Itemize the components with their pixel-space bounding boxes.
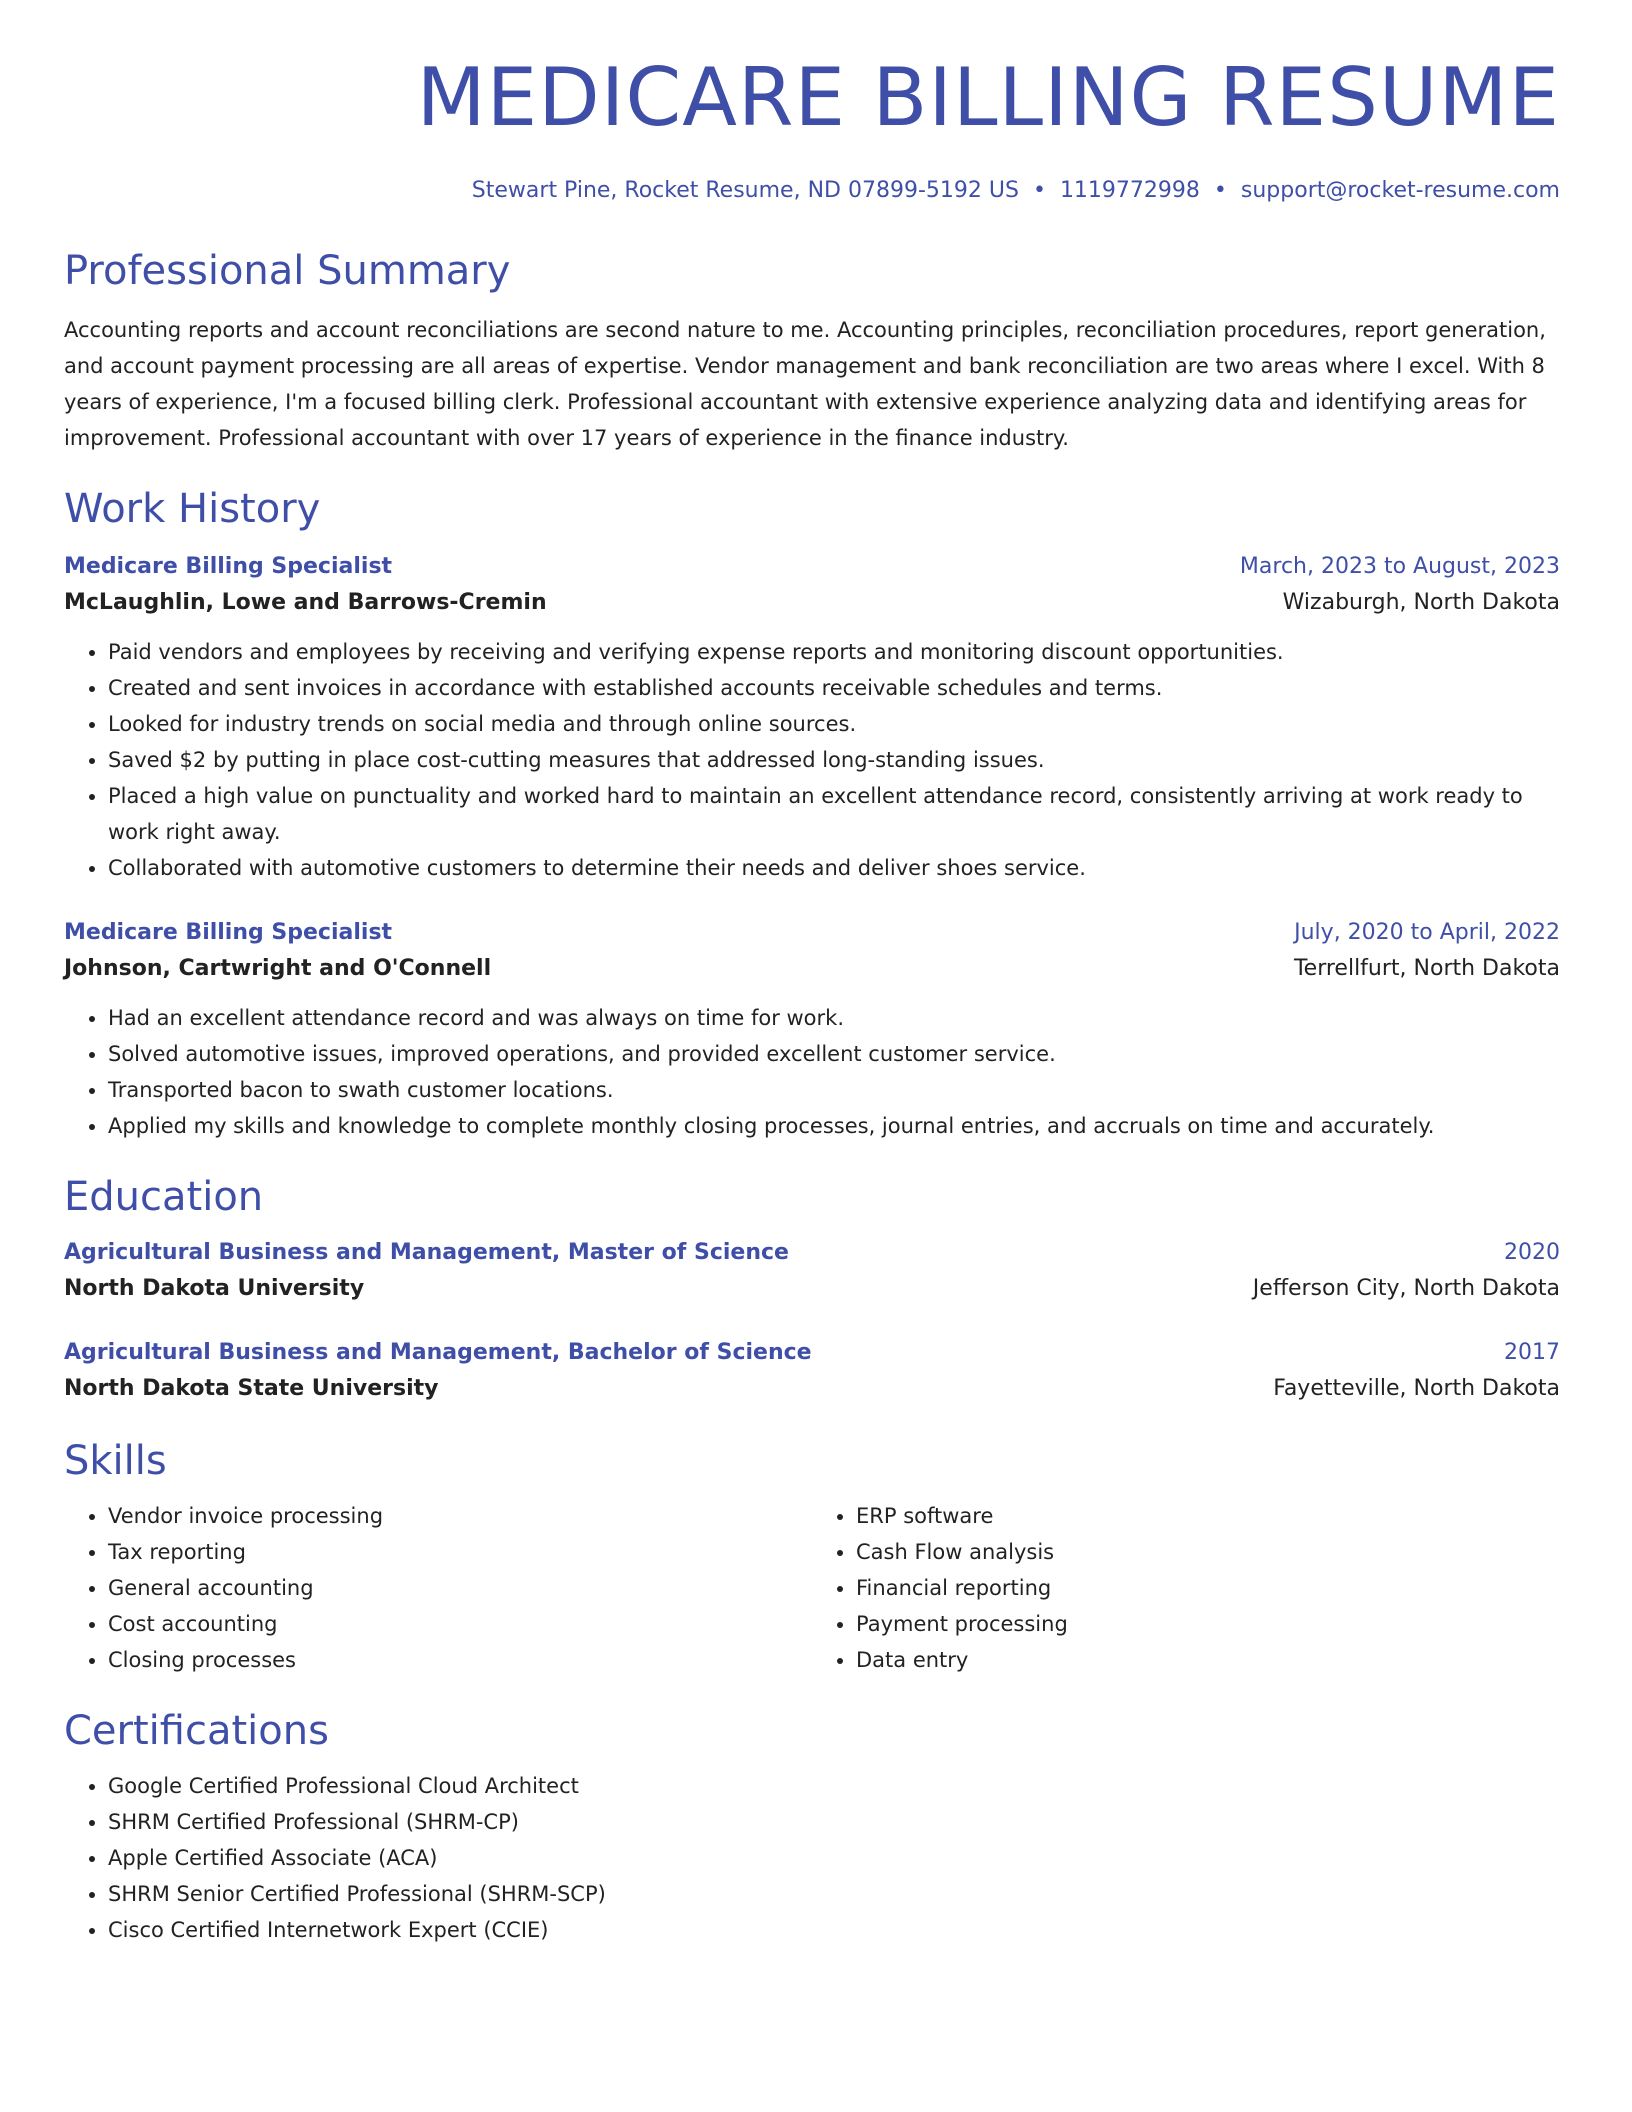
education-entry [64,1336,1560,1408]
certifications-heading: Certifications [64,1708,329,1754]
job-location: Wizaburgh, North Dakota [1282,590,1560,615]
education-degree: Agricultural Business and Management, Master of Science [64,1240,789,1265]
job-bullets [64,634,1560,886]
summary-heading: Professional Summary [64,248,511,294]
education-location: Jefferson City, North Dakota [1252,1276,1560,1301]
education-year: 2020 [1504,1240,1560,1265]
skills-list-right [812,1498,1560,1678]
resume-page [64,50,1560,1948]
contact-email: support@rocket-resume.com [1240,178,1560,203]
education-section [64,1172,1560,1408]
job-company: McLaughlin, Lowe and Barrows-Cremin [64,590,547,615]
work-history-section [64,484,1560,1144]
job-entry [64,550,1560,886]
list-item: • Data entry [856,1642,1560,1678]
contact-phone: 1119772998 [1059,178,1200,203]
list-item: • Looked for industry trends on social media and through online sources. [108,706,1560,742]
contact-separator: • [1032,178,1046,203]
list-item: • SHRM Certified Professional (SHRM-CP) [108,1804,1560,1840]
list-item: • Placed a high value on punctuality and worked hard to maintain an excellent attendance record, consistently arriving at work ready to work right away. [108,778,1560,850]
education-degree: Agricultural Business and Management, Bachelor of Science [64,1340,812,1365]
job-title: Medicare Billing Specialist [64,554,393,579]
contact-address: Stewart Pine, Rocket Resume, ND 07899-5192 US [471,178,1019,203]
list-item: • Applied my skills and knowledge to complete monthly closing processes, journal entries, and accruals on time and accurately. [108,1108,1560,1144]
list-item: • General accounting [108,1570,812,1606]
education-school: North Dakota University [64,1276,365,1301]
education-school: North Dakota State University [64,1376,439,1401]
job-location: Terrellfurt, North Dakota [1293,956,1560,981]
list-item: • Solved automotive issues, improved operations, and provided excellent customer service. [108,1036,1560,1072]
list-item: • Payment processing [856,1606,1560,1642]
list-item: • Google Certified Professional Cloud Architect [108,1768,1560,1804]
list-item: • Collaborated with automotive customers to determine their needs and deliver shoes service. [108,850,1560,886]
list-item: • Cost accounting [108,1606,812,1642]
list-item: • Had an excellent attendance record and was always on time for work. [108,1000,1560,1036]
list-item: • ERP software [856,1498,1560,1534]
education-year: 2017 [1504,1340,1560,1365]
job-bullets [64,1000,1560,1144]
skills-section [64,1436,1560,1678]
education-entry [64,1236,1560,1308]
summary-text: Accounting reports and account reconciliations are second nature to me. Accounting principles, reconciliation procedures, report generation, and account payment processing are all areas of expertise. Vendor management and bank reconciliation are two areas where I excel. With 8 years of experience, I'm a focused billing clerk. Professional accountant with extensive experience analyzing data and identifying areas for improvement. Professional accountant with over 17 years of experience in the finance industry. [64,318,1546,450]
work-history-heading: Work History [64,486,321,532]
list-item: • Tax reporting [108,1534,812,1570]
list-item: • Cisco Certified Internetwork Expert (CCIE) [108,1912,1560,1948]
contact-line [64,176,1560,206]
list-item: • Closing processes [108,1642,812,1678]
certifications-section [64,1706,1560,1948]
list-item: • Created and sent invoices in accordance with established accounts receivable schedules and terms. [108,670,1560,706]
list-item: • Cash Flow analysis [856,1534,1560,1570]
list-item: • Vendor invoice processing [108,1498,812,1534]
skills-list-left [64,1498,812,1678]
list-item: • Saved $2 by putting in place cost-cutting measures that addressed long-standing issues. [108,742,1560,778]
skills-heading: Skills [64,1438,167,1484]
education-location: Fayetteville, North Dakota [1273,1376,1560,1401]
list-item: • Financial reporting [856,1570,1560,1606]
education-heading: Education [64,1174,264,1220]
list-item: • Apple Certified Associate (ACA) [108,1840,1560,1876]
job-entry [64,916,1560,1144]
job-dates: March, 2023 to August, 2023 [1239,554,1560,579]
job-company: Johnson, Cartwright and O'Connell [64,956,492,981]
list-item: • Paid vendors and employees by receiving and verifying expense reports and monitoring discount opportunities. [108,634,1560,670]
contact-separator: • [1213,178,1227,203]
resume-title: MEDICARE BILLING RESUME [416,51,1560,144]
job-title: Medicare Billing Specialist [64,920,393,945]
list-item: • Transported bacon to swath customer locations. [108,1072,1560,1108]
list-item: • SHRM Senior Certified Professional (SHRM-SCP) [108,1876,1560,1912]
skills-columns [64,1498,1560,1678]
job-dates: July, 2020 to April, 2022 [1294,920,1560,945]
certifications-list [64,1768,1560,1948]
